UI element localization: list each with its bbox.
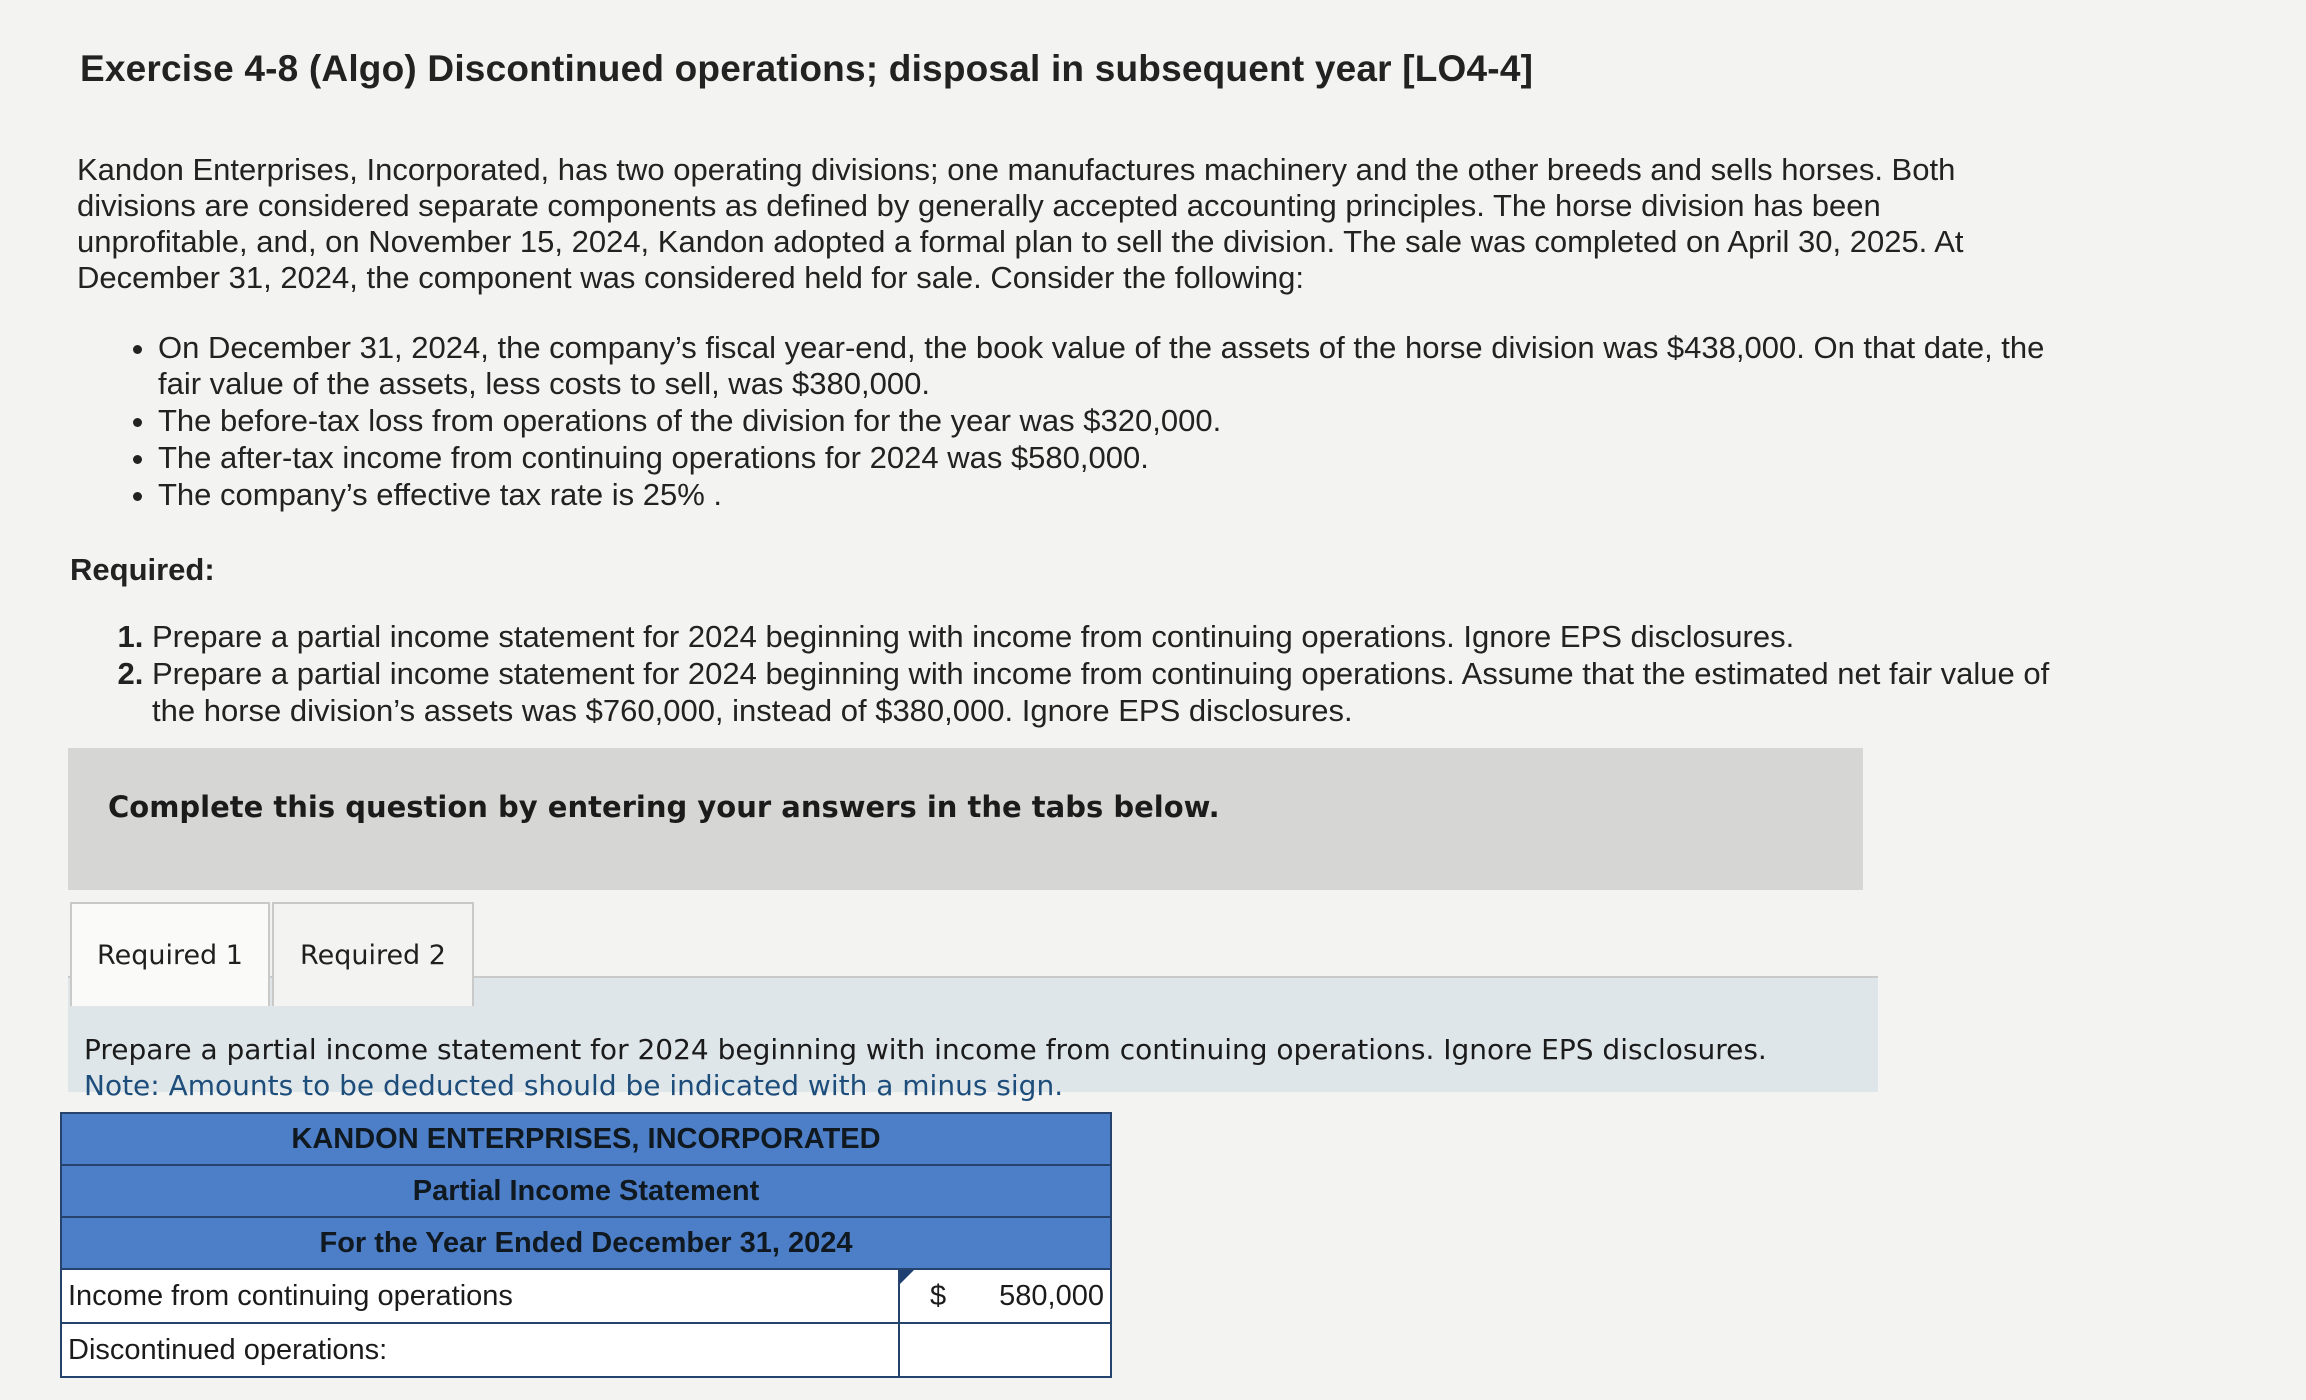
panel-instruction: Prepare a partial income statement for 2024 beginning with income from continuing operations. Ignore EPS disclosures.: [84, 1033, 1767, 1066]
tab-required-2[interactable]: Required 2: [272, 902, 474, 1006]
required-heading: Required:: [70, 552, 215, 587]
row-label: Discontinued operations:: [62, 1324, 900, 1376]
statement-name: Partial Income Statement: [60, 1166, 1112, 1218]
required-item: 2. Prepare a partial income statement for 2024 beginning with income from continuing operations. Assume that the estimated net fair value of the horse division’s assets was $760,000, instead of $380,000. Ignore EPS disclosures.: [152, 655, 2082, 729]
fact-item: • The before-tax loss from operations of the division for the year was $320,000.: [158, 403, 2058, 439]
required-item: 1. Prepare a partial income statement for 2024 beginning with income from continuing operations. Ignore EPS disclosures.: [152, 618, 2082, 655]
panel-note: Note: Amounts to be deducted should be indicated with a minus sign.: [84, 1069, 1064, 1102]
row-label: Income from continuing operations: [62, 1270, 900, 1322]
amount-input[interactable]: [954, 1280, 1104, 1313]
exercise-title: Exercise 4-8 (Algo) Discontinued operations; disposal in subsequent year [LO4-4]: [80, 48, 1534, 89]
problem-intro: Kandon Enterprises, Incorporated, has two operating divisions; one manufactures machinery and the other breeds and sells horses. Both divisions are considered separate components as defined by generally accepted accounting principles. The horse division has been unprofitable, and, on November 15, 2024, Kandon adopted a formal plan to sell the division. The sale was completed on April 30, 2025. At December 31, 2024, the component was considered held for sale. Consider the following:: [77, 152, 1964, 295]
amount-cell[interactable]: [900, 1270, 1110, 1322]
fact-item: • The after-tax income from continuing operations for 2024 was $580,000.: [158, 440, 2058, 476]
fact-item: • On December 31, 2024, the company’s fiscal year-end, the book value of the assets of the horse division was $438,000. On that date, the fair value of the assets, less costs to sell, was $380,000.: [158, 330, 2058, 402]
currency-symbol: $: [930, 1279, 947, 1312]
statement-row: [60, 1270, 1112, 1324]
required-list: [112, 618, 2082, 729]
statement-company: KANDON ENTERPRISES, INCORPORATED: [60, 1112, 1112, 1166]
amount-cell[interactable]: [900, 1324, 1110, 1376]
facts-list: [128, 330, 2058, 514]
cell-flag-icon: [900, 1270, 914, 1284]
panel-text: [84, 1032, 1874, 1104]
amount-input[interactable]: [954, 1334, 1104, 1367]
instructions-text: Complete this question by entering your answers in the tabs below.: [108, 790, 1220, 824]
fact-item: • The company’s effective tax rate is 25% .: [158, 477, 2058, 513]
instructions-banner: [68, 748, 1863, 890]
income-statement: [60, 1112, 1112, 1378]
statement-row: [60, 1324, 1112, 1378]
tab-required-1[interactable]: Required 1: [70, 902, 270, 1006]
statement-period: For the Year Ended December 31, 2024: [60, 1218, 1112, 1270]
